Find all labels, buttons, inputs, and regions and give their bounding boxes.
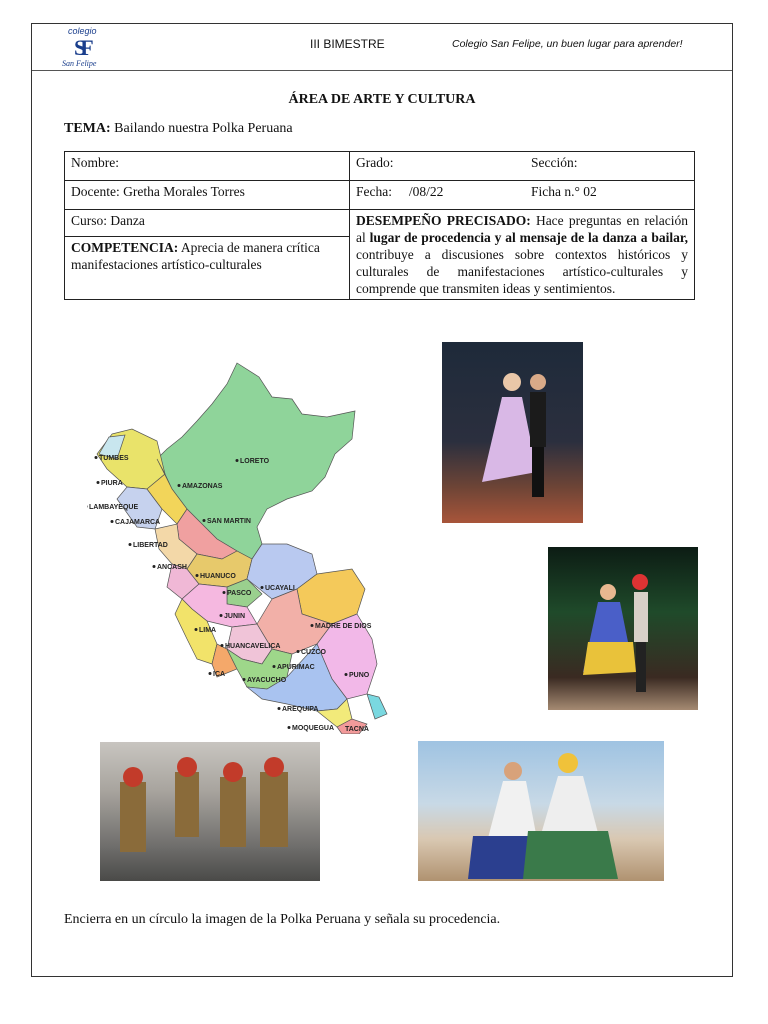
map-label-loreto: LORETO — [240, 458, 270, 465]
map-point-icon — [195, 628, 198, 631]
map-label-san-martin: SAN MARTIN — [207, 518, 251, 525]
map-point-icon — [288, 726, 291, 729]
map-label-pasco: PASCO — [227, 590, 252, 597]
map-label-ancash: ANCASH — [157, 564, 187, 571]
peru-map-labels — [87, 359, 397, 734]
bimestre-label: III BIMESTRE — [310, 37, 385, 51]
map-label-piura: PIURA — [101, 480, 123, 487]
map-point-icon — [178, 484, 181, 487]
map-point-icon — [236, 459, 239, 462]
map-point-icon — [261, 586, 264, 589]
huaylas-dancers-photo[interactable] — [418, 741, 664, 881]
map-label-cuzco: CUZCO — [301, 649, 326, 656]
map-point-icon — [278, 707, 281, 710]
map-point-icon — [95, 456, 98, 459]
map-label-apurimac: APURIMAC — [277, 664, 315, 671]
map-label-tacna: TACNA — [345, 726, 369, 733]
performance-cell: DESEMPEÑO PRECISADO: Hace preguntas en relación al lugar de procedencia y al mensaje de la danza a bailar, contribuye a discusiones sobre contextos históricos y culturales de manifestaciones artístico-culturales y comprende que transmiten ideas y sentimientos. — [350, 210, 695, 300]
header-divider — [32, 70, 732, 71]
map-point-icon — [209, 672, 212, 675]
instruction-text: Encierra en un círculo la imagen de la Polka Peruana y señala su procedencia. — [64, 912, 501, 927]
map-point-icon — [311, 624, 314, 627]
map-label-ica: ICA — [213, 671, 226, 678]
map-point-icon — [196, 574, 199, 577]
map-point-icon — [111, 520, 114, 523]
diablada-dancers-photo[interactable] — [100, 742, 320, 881]
map-label-lima: LIMA — [199, 627, 217, 634]
date-sheet-cell[interactable]: Fecha: /08/22 Ficha n.° 02 — [350, 181, 695, 210]
map-label-lambayeque: LAMBAYEQUE — [89, 504, 139, 511]
map-point-icon — [203, 519, 206, 522]
map-label-huancavelica: HUANCAVELICA — [225, 643, 281, 650]
map-point-icon — [243, 678, 246, 681]
map-label-madre-de-dios: MADRE DE DIOS — [315, 623, 372, 630]
map-point-icon — [97, 481, 100, 484]
grade-section-cell[interactable]: Grado: Sección: — [350, 152, 695, 181]
name-cell[interactable]: Nombre: — [65, 152, 350, 181]
map-label-moquegua: MOQUEGUA — [292, 725, 334, 732]
map-point-icon — [223, 591, 226, 594]
map-label-huanuco: HUANUCO — [200, 573, 236, 580]
map-label-libertad: LIBERTAD — [133, 542, 168, 549]
school-slogan: Colegio San Felipe, un buen lugar para aprender! — [452, 38, 683, 50]
page-title: ÁREA DE ARTE Y CULTURA — [288, 92, 476, 107]
map-label-arequipa: AREQUIPA — [282, 706, 319, 713]
map-label-puno: PUNO — [349, 672, 370, 679]
map-label-cajamarca: CAJAMARCA — [115, 519, 161, 526]
map-point-icon — [221, 644, 224, 647]
map-point-icon — [153, 565, 156, 568]
andean-dancers-photo[interactable] — [548, 547, 698, 710]
topic-line: TEMA: Bailando nuestra Polka Peruana — [64, 121, 293, 136]
map-label-junin: JUNIN — [224, 613, 246, 620]
student-info-table — [64, 151, 695, 300]
logo-mark-icon: SF — [74, 35, 88, 60]
map-point-icon — [273, 665, 276, 668]
map-label-amazonas: AMAZONAS — [182, 483, 223, 490]
school-logo: colegio SF San Felipe — [62, 26, 97, 68]
polka-dancers-photo[interactable] — [442, 342, 583, 523]
course-cell: Curso: Danza — [65, 210, 350, 237]
map-label-ucayali: UCAYALI — [265, 585, 295, 592]
competence-cell: COMPETENCIA: Aprecia de manera crítica manifestaciones artístico-culturales — [65, 237, 350, 300]
map-point-icon — [87, 505, 88, 508]
map-point-icon — [297, 650, 300, 653]
worksheet-page — [31, 23, 733, 977]
map-point-icon — [129, 543, 132, 546]
teacher-cell: Docente: Gretha Morales Torres — [65, 181, 350, 210]
map-point-icon — [220, 614, 223, 617]
map-point-icon — [345, 673, 348, 676]
map-label-ayacucho: AYACUCHO — [247, 677, 287, 684]
map-label-tumbes: TUMBES — [99, 455, 129, 462]
